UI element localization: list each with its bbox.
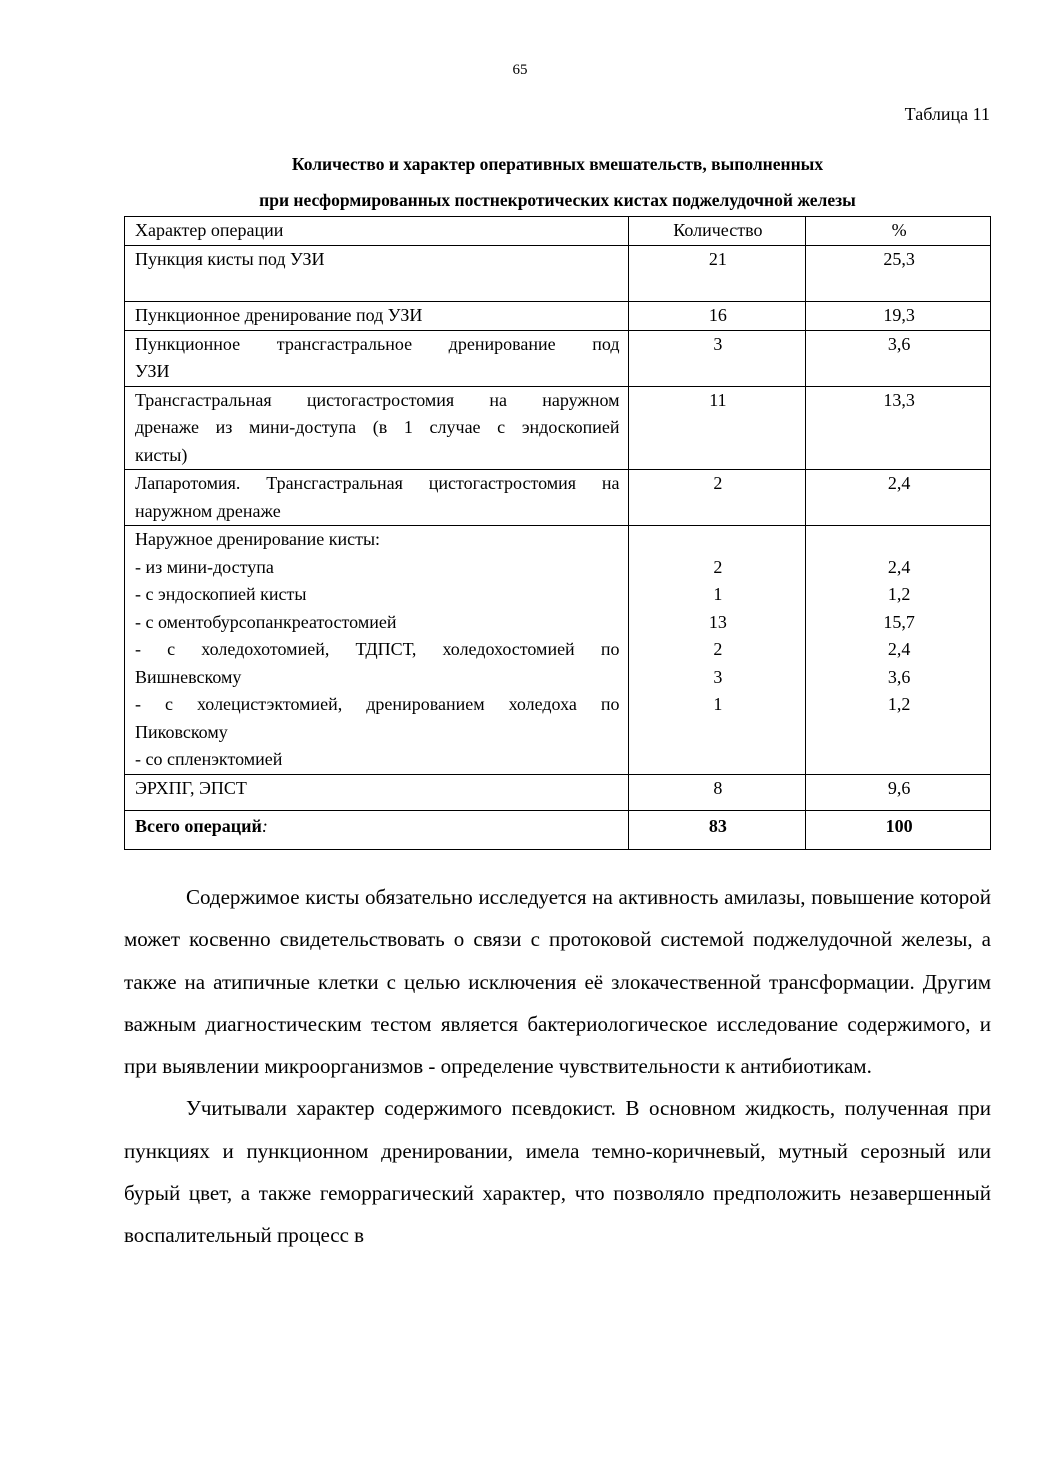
table-row bbox=[125, 774, 991, 811]
percent-cell bbox=[806, 526, 991, 775]
percent-cell bbox=[806, 470, 991, 526]
percent-value: 2,4 bbox=[887, 556, 911, 577]
operation-line: Пункционное трансгастральное дренирование под bbox=[135, 333, 620, 354]
operation-line: Трансгастральная цистогастростомия на наружном bbox=[135, 389, 620, 410]
table-title-line: при несформированных постнекротических кистах поджелудочной железы bbox=[259, 190, 856, 210]
count-cell bbox=[628, 470, 806, 526]
count-value: 11 bbox=[709, 389, 727, 410]
operation-line: Пункционное дренирование под УЗИ bbox=[135, 305, 423, 325]
table-title-line: Количество и характер оперативных вмешательств, выполненных bbox=[291, 154, 824, 174]
operation-line: Вишневскому bbox=[135, 666, 242, 687]
total-label: Всего операций bbox=[135, 816, 262, 836]
total-count-cell bbox=[628, 811, 806, 850]
operation-line: Лапаротомия. Трансгастральная цистогастростомия на bbox=[135, 473, 620, 493]
body-text bbox=[124, 876, 991, 1257]
percent-value: 13,3 bbox=[883, 389, 915, 410]
operation-cell bbox=[125, 774, 629, 811]
percent-cell bbox=[806, 774, 991, 811]
operation-line: Пиковскому bbox=[135, 721, 228, 742]
operation-cell bbox=[125, 330, 629, 386]
operation-line: - из мини-доступа bbox=[135, 556, 274, 577]
count-value: 3 bbox=[713, 333, 723, 354]
count-value: 8 bbox=[713, 777, 723, 798]
paragraph: Содержимое кисты обязательно исследуется на активность амилазы, повышение которой может косвенно свидетельствовать о связи с протоковой системой поджелудочной железы, а также на атипичные клетки с целью исключения её злокачественной трансформации. Другим важным диагностическим тестом является бактериологическое исследование содержимого, и при выявлении микроорганизмов - определение чувствительности к антибиотикам. bbox=[124, 885, 991, 1079]
count-cell bbox=[628, 774, 806, 811]
operation-line: Пункция кисты под УЗИ bbox=[135, 248, 325, 269]
total-label-cell bbox=[125, 811, 629, 850]
percent-cell bbox=[806, 330, 991, 386]
percent-value: 1,2 bbox=[887, 694, 911, 714]
total-count: 83 bbox=[708, 816, 727, 836]
operation-line: наружном дренаже bbox=[135, 500, 281, 521]
operation-line: дренаже из мини-доступа (в 1 случае с эндоскопией bbox=[135, 417, 620, 437]
count-value: 21 bbox=[708, 248, 727, 269]
table-row bbox=[125, 330, 991, 386]
table-row bbox=[125, 470, 991, 526]
operation-line: - со спленэктомией bbox=[135, 749, 283, 769]
percent-value: 19,3 bbox=[883, 305, 915, 325]
count-cell bbox=[628, 330, 806, 386]
count-cell bbox=[628, 526, 806, 775]
operation-line: - с холецистэктомией, дренированием холедоха по bbox=[135, 694, 620, 714]
count-value: 3 bbox=[713, 666, 723, 687]
table-total-row bbox=[125, 811, 991, 850]
operation-cell bbox=[125, 302, 629, 331]
operation-cell bbox=[125, 386, 629, 470]
operation-cell bbox=[125, 470, 629, 526]
percent-value: 3,6 bbox=[887, 666, 911, 687]
header-percent: % bbox=[806, 217, 991, 246]
count-value: 2 bbox=[713, 473, 723, 493]
table-header-row bbox=[125, 217, 991, 246]
percent-value: 2,4 bbox=[887, 473, 911, 493]
header-count: Количество bbox=[628, 217, 806, 246]
count-cell bbox=[628, 386, 806, 470]
table-row bbox=[125, 245, 991, 302]
table-label: Таблица 11 bbox=[904, 104, 990, 124]
count-value: 2 bbox=[713, 639, 723, 659]
percent-value: 1,2 bbox=[887, 584, 911, 604]
total-percent: 100 bbox=[885, 816, 913, 836]
count-value: 13 bbox=[708, 611, 727, 632]
percent-cell bbox=[806, 245, 991, 302]
operation-cell bbox=[125, 245, 629, 302]
operation-line: - с холедохотомией, ТДПСТ, холедохостомией по bbox=[135, 639, 620, 659]
operations-table bbox=[124, 216, 991, 850]
operation-line: Наружное дренирование кисты: bbox=[135, 529, 381, 549]
count-value: 2 bbox=[713, 556, 723, 577]
count-cell bbox=[628, 245, 806, 302]
operation-line: - с оментобурсопанкреатостомией bbox=[135, 611, 397, 632]
paragraph: Учитывали характер содержимого псевдокист. В основном жидкость, полученная при пункциях и пункционном дренировании, имела темно-коричневый, мутный серозный или бурый цвет, а также геморрагический характер, что позволяло предположить незавершенный воспалительный процесс в bbox=[124, 1096, 991, 1248]
operation-line: кисты) bbox=[135, 444, 188, 465]
total-label-suffix: : bbox=[261, 816, 268, 836]
count-value bbox=[639, 526, 798, 554]
table-row bbox=[125, 302, 991, 331]
count-value: 16 bbox=[708, 305, 727, 325]
operation-cell bbox=[125, 526, 629, 775]
header-operation: Характер операции bbox=[125, 217, 629, 246]
percent-value: 15,7 bbox=[883, 611, 915, 632]
percent-value: 9,6 bbox=[887, 777, 911, 798]
table-row bbox=[125, 526, 991, 775]
count-value: 1 bbox=[713, 694, 723, 714]
operation-line: УЗИ bbox=[135, 361, 170, 381]
percent-cell bbox=[806, 302, 991, 331]
operation-line: - с эндоскопией кисты bbox=[135, 584, 307, 604]
count-cell bbox=[628, 302, 806, 331]
percent-cell bbox=[806, 386, 991, 470]
operation-line: ЭРХПГ, ЭПСТ bbox=[135, 777, 247, 798]
table-title bbox=[124, 146, 991, 218]
percent-value: 25,3 bbox=[883, 248, 915, 269]
count-value: 1 bbox=[713, 584, 723, 604]
percent-value: 2,4 bbox=[887, 639, 911, 659]
total-percent-cell bbox=[806, 811, 991, 850]
percent-value: 3,6 bbox=[887, 333, 911, 354]
table-row bbox=[125, 386, 991, 470]
percent-value bbox=[816, 526, 982, 554]
page-number: 65 bbox=[512, 62, 528, 78]
